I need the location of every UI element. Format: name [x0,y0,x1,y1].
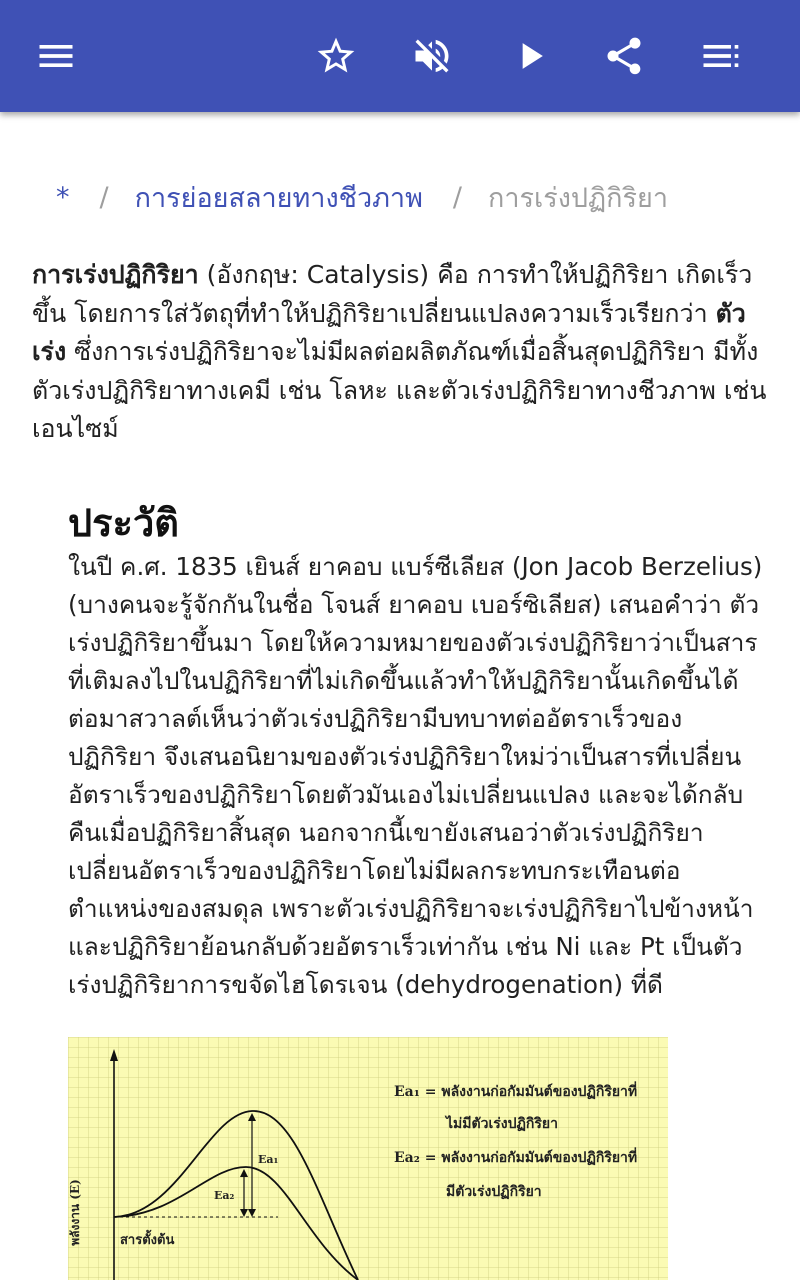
catalyzed-curve [114,1167,358,1280]
lead-text-part2: ซึ่งการเร่งปฏิกิริยาจะไม่มีผลต่อผลิตภัณฑ์เมื่อสิ้นสุดปฏิกิริยา มีทั้งตัวเร่งปฏิกิริยาทางเคมี เช่น โลหะ และตัวเร่งปฏิกิริยาทางชีวภาพ เช่น เอนไซม์ [32,337,767,443]
legend-ea1: Ea₁ = พลังงานก่อกัมมันต์ของปฏิกิริยาที่ [394,1084,638,1100]
label-ea1: Ea₁ [258,1153,279,1166]
favorite-button[interactable] [310,30,362,82]
reactant-label: สารตั้งต้น [120,1233,175,1248]
breadcrumb-current: การเร่งปฏิกิริยา [487,183,669,214]
play-icon [508,34,552,78]
label-ea2: Ea₂ [214,1189,235,1202]
menu-button[interactable] [30,30,82,82]
legend-ea2: Ea₂ = พลังงานก่อกัมมันต์ของปฏิกิริยาที่ [394,1150,638,1166]
mute-button[interactable] [406,30,458,82]
lead-paragraph [32,256,772,449]
star-outline-icon [314,34,358,78]
playlist-icon [698,34,742,78]
legend-ea2-cont: มีตัวเร่งปฏิกิริยา [446,1184,542,1200]
share-button[interactable] [598,30,650,82]
section-body-history: ในปี ค.ศ. 1835 เยินส์ ยาคอบ แบร์ซีเลียส (Jon Jacob Berzelius) (บางคนจะรู้จักกันในชื่อ โจนส์ ยาคอบ เบอร์ซิเลียส) เสนอคำว่า ตัวเร่งปฏิกิริยาขึ้นมา โดยให้ความหมายของตัวเร่งปฏิกิริยาว่าเป็นสารที่เติมลงไปในปฏิกิริยาที่ไม่เกิดขึ้นแล้วทำให้ปฏิกิริยานั้นเกิดขึ้นได้ ต่อมาสวาลต์เห็นว่าตัวเร่งปฏิกิริยามีบทบาทต่ออัตราเร็วของปฏิกิริยา จึงเสนอนิยามของตัวเร่งปฏิกิริยาใหม่ว่าเป็นสารที่เปลี่ยนอัตราเร็วของปฏิกิริยาโดยตัวมันเองไม่เปลี่ยนแปลง และจะได้กลับคืนเมื่อปฏิกิริยาสิ้นสุด นอกจากนี้เขายังเสนอว่าตัวเร่งปฏิกิริยาเปลี่ยนอัตราเร็วของปฏิกิริยาโดยไม่มีผลกระทบกระเทือนต่อตำแหน่งของสมดุล เพราะตัวเร่งปฏิกิริยาจะเร่งปฏิกิริยาไปข้างหน้าและปฏิกิริยาย้อนกลับด้วยอัตราเร็วเท่ากัน เช่น Ni และ Pt เป็นตัวเร่งปฏิกิริยาการขจัดไฮโดรเจน (dehydrogenation) ที่ดี [68,552,763,999]
play-button[interactable] [504,30,556,82]
menu-icon [34,34,78,78]
y-axis-label: พลังงาน (E) [68,1179,82,1246]
y-axis-arrow [110,1049,118,1061]
volume-off-icon [410,34,454,78]
energy-diagram-figure[interactable] [68,1037,668,1280]
breadcrumb-separator: / [452,182,462,213]
lead-text-part1: (อังกฤษ: Catalysis) คือ การทำให้ปฏิกิริยา เกิดเร็วขึ้น โดยการใส่วัตถุที่ทำให้ปฏิกิริยาเปลี่ยนแปลงความเร็วเรียกว่า [32,260,753,328]
app-toolbar [0,0,800,112]
legend-ea1-cont: ไม่มีตัวเร่งปฏิกิริยา [446,1116,558,1132]
breadcrumb-home-link[interactable]: * [56,182,70,213]
uncatalyzed-curve [114,1111,358,1280]
contents-button[interactable] [694,30,746,82]
section-title-history: ประวัติ [68,501,179,545]
breadcrumb-parent-link[interactable]: การย่อยสลายทางชีวภาพ [134,183,423,214]
share-icon [602,34,646,78]
breadcrumb-separator: / [99,182,109,213]
breadcrumb [56,176,668,219]
lead-term: การเร่งปฏิกิริยา [32,260,199,289]
lead-term-catalyst: ตัวเร่ง [32,298,746,366]
